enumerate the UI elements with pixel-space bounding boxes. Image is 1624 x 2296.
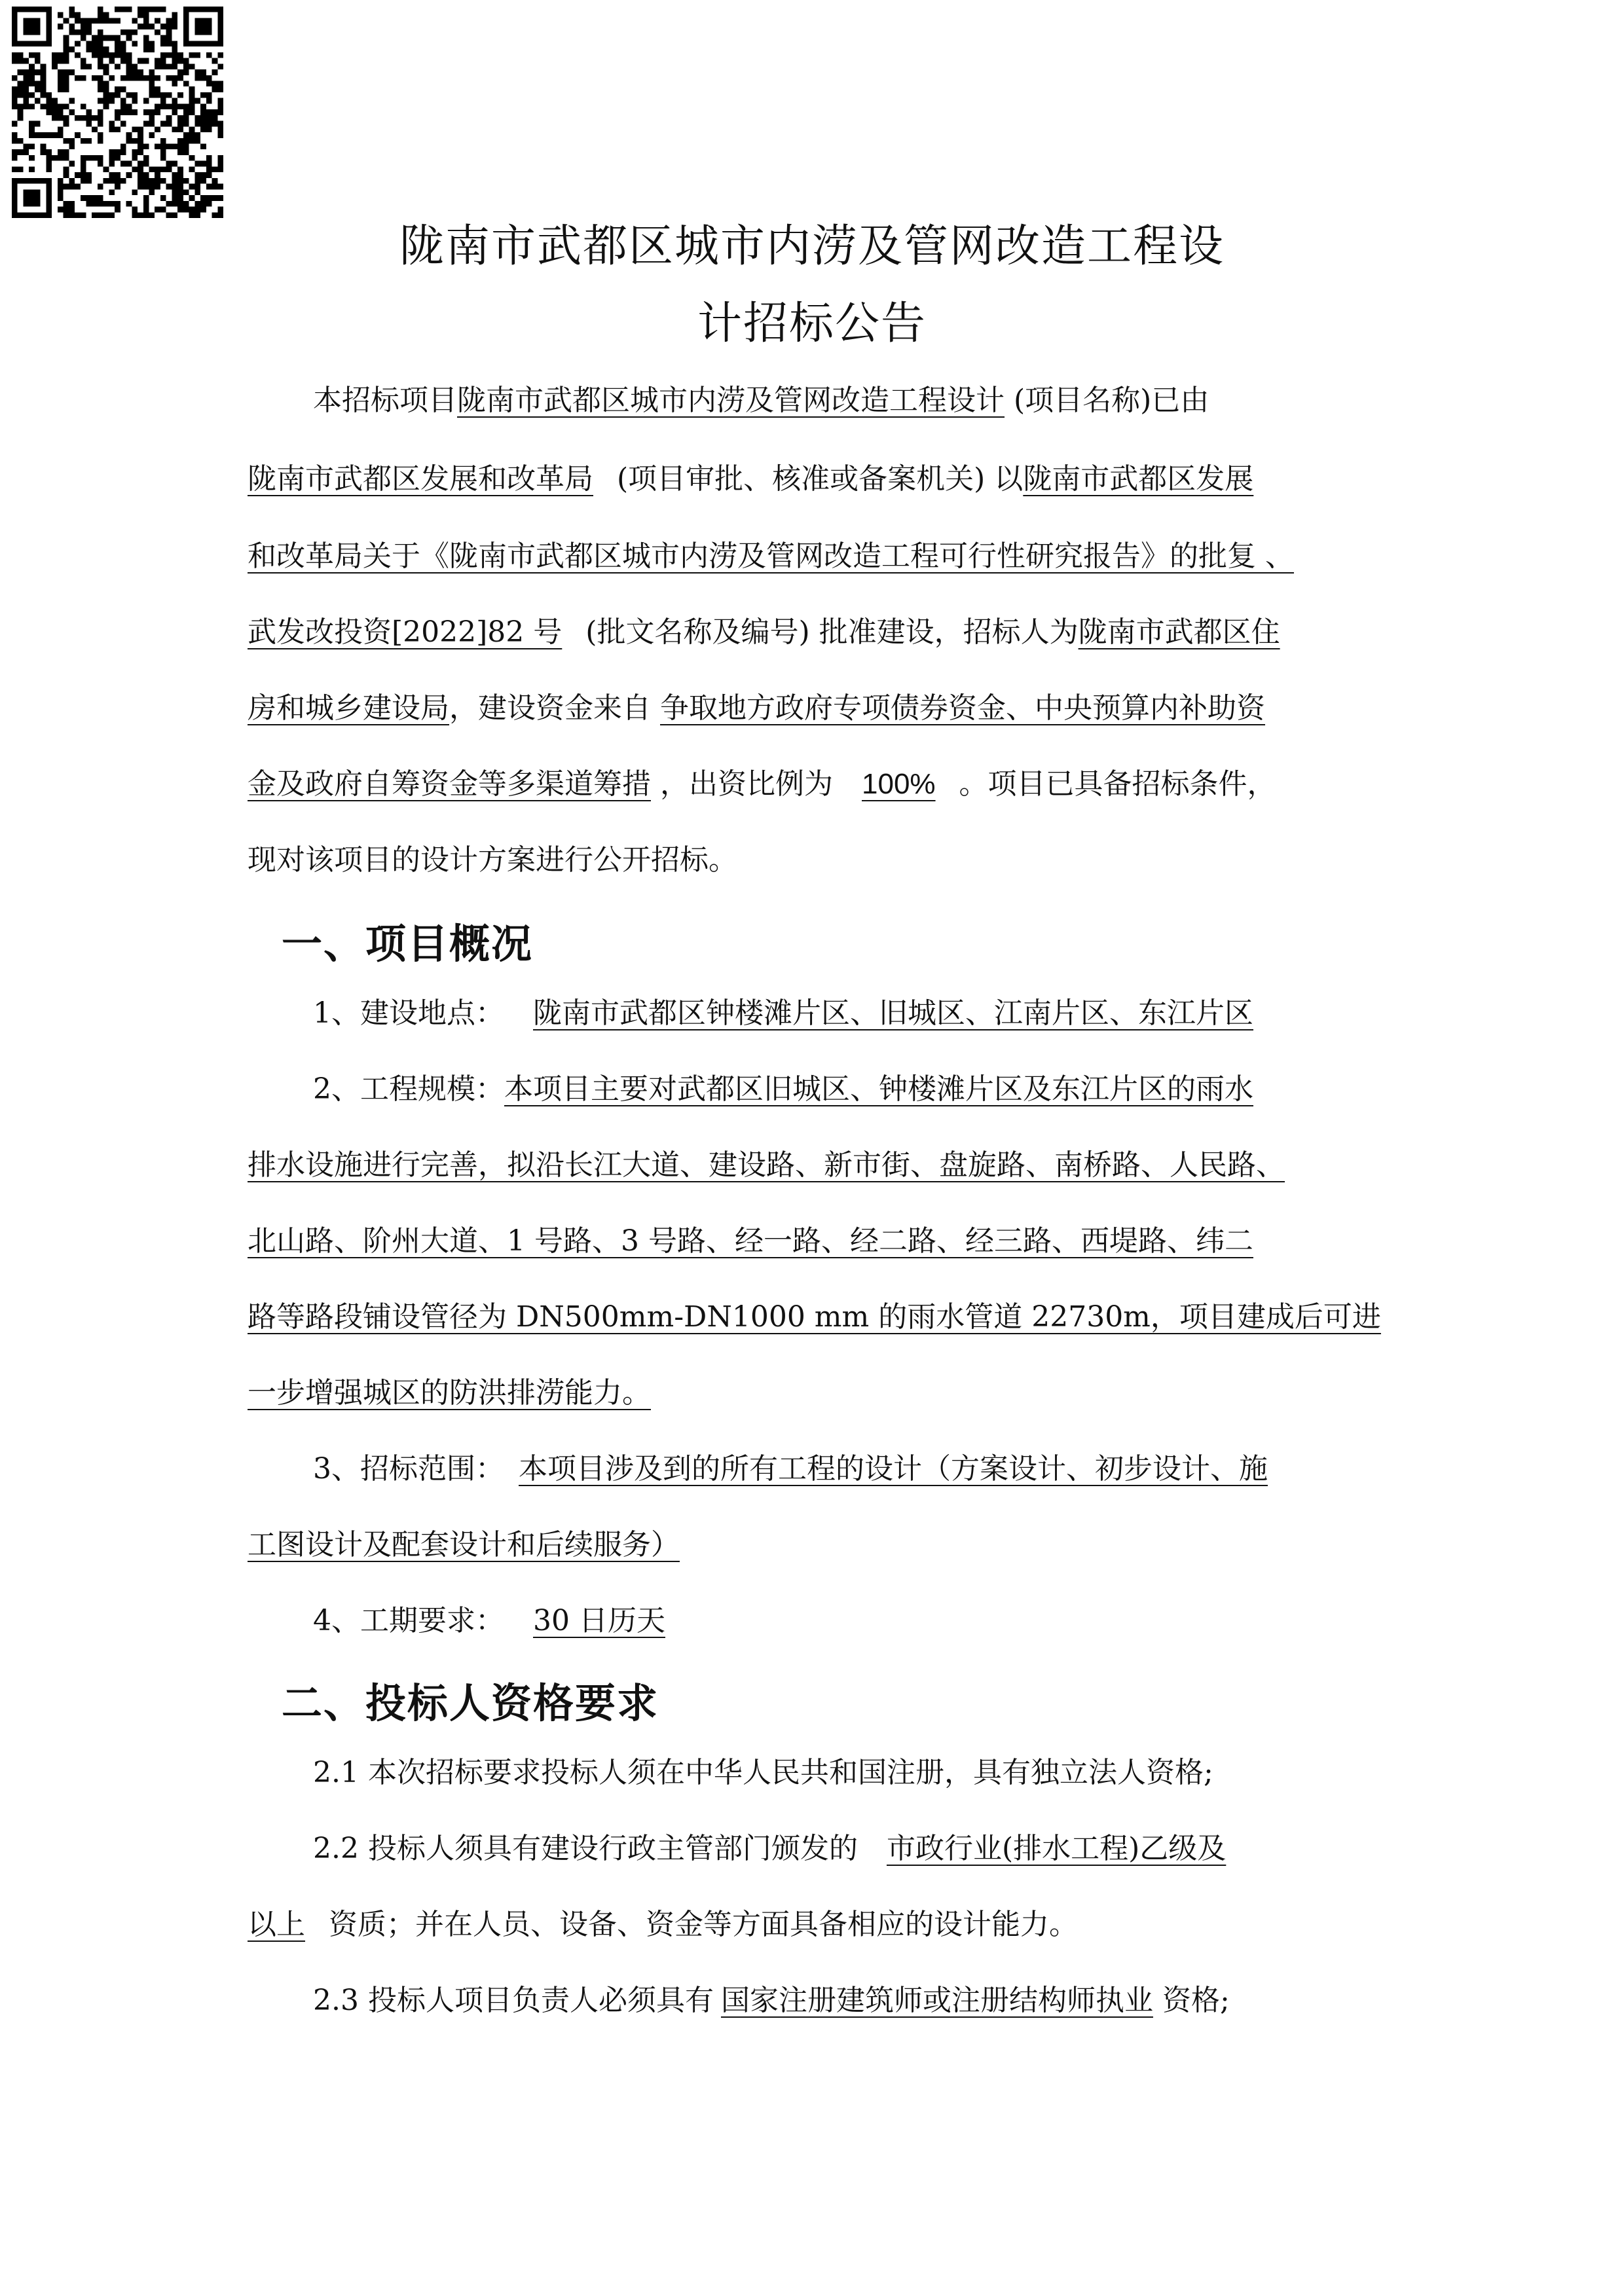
section-heading-qualification: 二、投标人资格要求 [282,1679,659,1727]
qr-code-image [12,7,223,218]
approval-agency: 陇南市武都区发展和改革局 [248,462,593,496]
overview-item-location: 1、建设地点： 陇南市武都区钟楼滩片区、旧城区、江南片区、东江片区 [313,996,1253,1030]
intro-line-4: 武发改投资[2022]82 号 (批文名称及编号) 批准建设，招标人为陇南市武都区住 [248,615,1280,649]
overview-scale-line-3: 北山路、阶州大道、1 号路、3 号路、经一路、经二路、经三路、西堤路、纬二 [248,1224,1253,1258]
qualification-item-2-2: 2.2 投标人须具有建设行政主管部门颁发的 市政行业(排水工程)乙级及 [313,1832,1227,1865]
intro-line-6: 金及政府自筹资金等多渠道筹措 ，出资比例为 100% 。项目已具备招标条件， [248,767,1276,801]
qualification-item-2-1: 2.1 本次招标要求投标人须在中华人民共和国注册，具有独立法人资格; [313,1756,1213,1789]
overview-item-scope: 3、招标范围： 本项目涉及到的所有工程的设计（方案设计、初步设计、施 [313,1452,1268,1485]
manager-qualification: 国家注册建筑师或注册结构师执业 [720,1984,1153,2017]
funding-ratio: 100% [862,768,936,800]
qualification-item-2-2-line-2: 以上 资质；并在人员、设备、资金等方面具备相应的设计能力。 [248,1908,1078,1941]
qualification-item-2-3: 2.3 投标人项目负责人必须具有 国家注册建筑师或注册结构师执业 资格; [313,1984,1230,2017]
duration-value: 30 日历天 [533,1604,665,1637]
document-title-line-1: 陇南市武都区城市内涝及管网改造工程设 [399,221,1225,272]
overview-scale-line-2: 排水设施进行完善，拟沿长江大道、建设路、新市街、盘旋路、南桥路、人民路、 [248,1148,1285,1182]
intro-line-5: 房和城乡建设局，建设资金来自 争取地方政府专项债券资金、中央预算内补助资 [248,691,1265,725]
location-value: 陇南市武都区钟楼滩片区、旧城区、江南片区、东江片区 [533,996,1253,1030]
overview-item-scale: 2、工程规模：本项目主要对武都区旧城区、钟楼滩片区及东江片区的雨水 [313,1072,1253,1106]
project-name: 陇南市武都区城市内涝及管网改造工程设计 [457,384,1005,417]
funding-source: 争取地方政府专项债券资金、中央预算内补助资 [660,691,1265,725]
approval-number: 武发改投资[2022]82 号 [248,615,563,649]
intro-line-3 [248,536,1390,577]
document-title-line-2: 计招标公告 [697,298,927,350]
overview-scale-line-5: 一步增强城区的防洪排涝能力。 [248,1376,651,1410]
overview-scope-line-2: 工图设计及配套设计和后续服务） [248,1528,680,1561]
tender-owner: 陇南市武都区住 [1078,615,1280,649]
intro-line-7: 现对该项目的设计方案进行公开招标。 [248,843,737,877]
intro-line-1: 本招标项目陇南市武都区城市内涝及管网改造工程设计 (项目名称)已由 [313,384,1209,417]
qualification-level: 市政行业(排水工程)乙级及 [886,1832,1227,1865]
overview-item-duration: 4、工期要求： 30 日历天 [313,1604,665,1637]
overview-scale-line-4: 路等路段铺设管径为 DN500mm-DN1000 mm 的雨水管道 22730m，项目建成后可进 [248,1300,1381,1334]
intro-line-2: 陇南市武都区发展和改革局 (项目审批、核准或备案机关) 以陇南市武都区发展 [248,462,1254,496]
approval-document: 和改革局关于《陇南市武都区城市内涝及管网改造工程可行性研究报告》的批复 、 [248,539,1294,573]
section-heading-overview: 一、项目概况 [282,920,534,968]
